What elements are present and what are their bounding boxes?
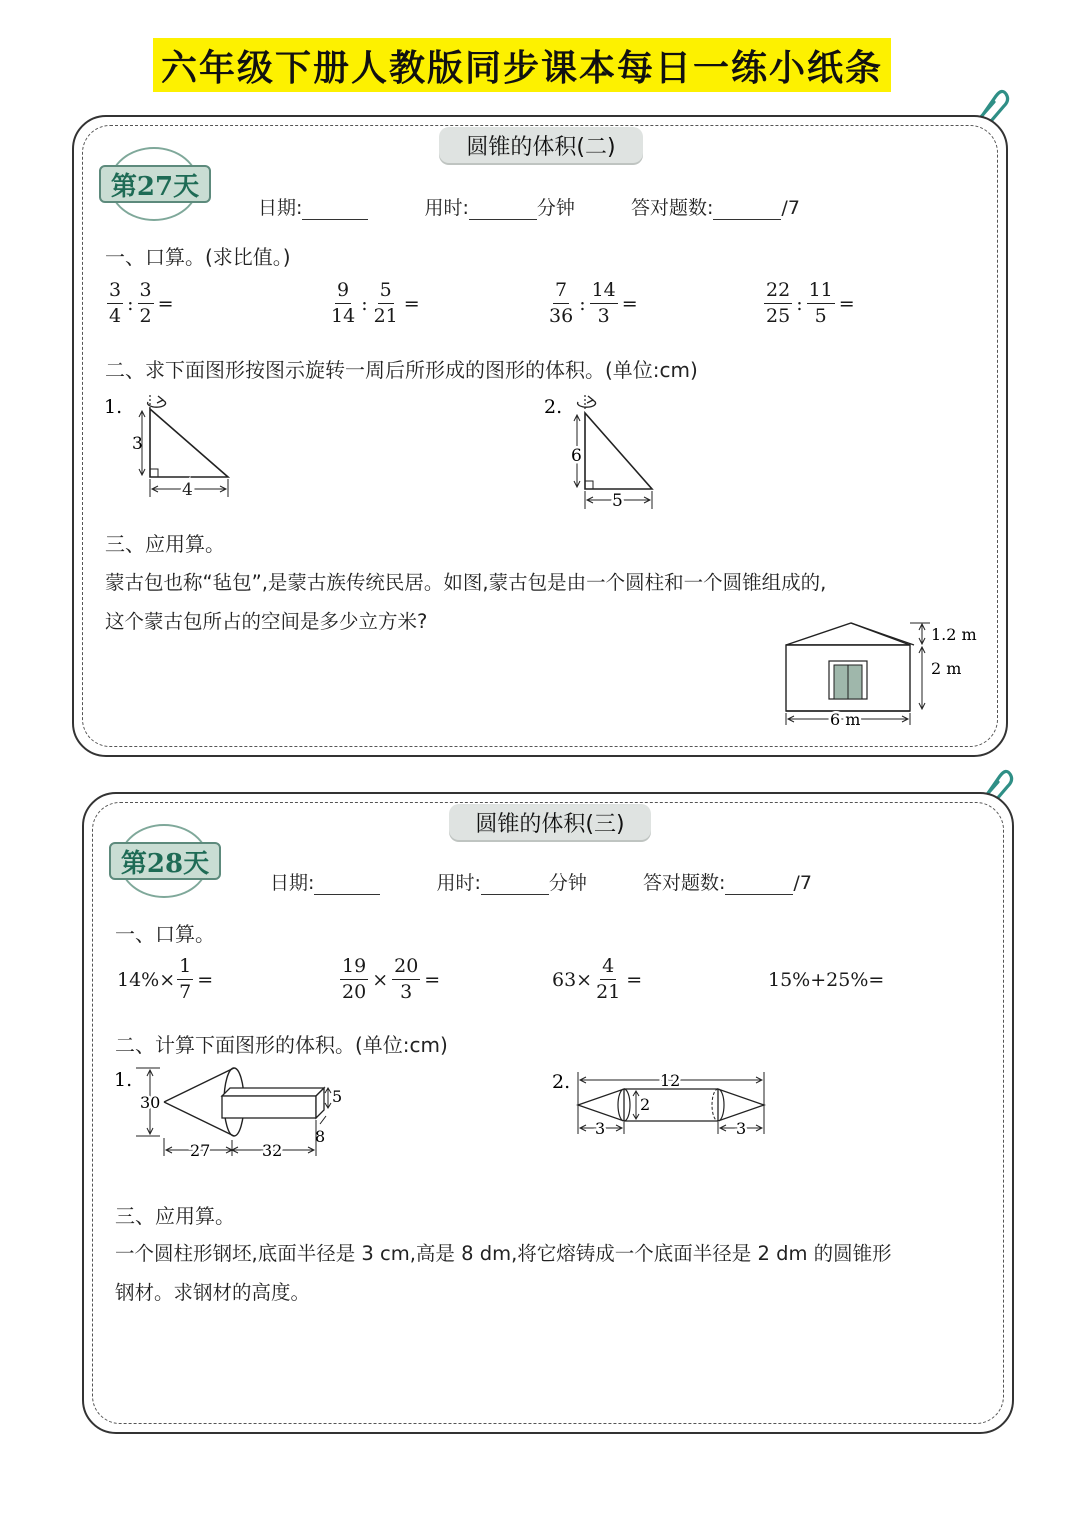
day-badge bbox=[109, 824, 217, 894]
meta-row bbox=[270, 868, 812, 895]
score-total: /7 bbox=[781, 197, 800, 219]
ratio-expression: $\frac{3}{4}$ : $\frac{3}{2}$ = bbox=[109, 279, 174, 327]
section-2-title: 二、求下面图形按图示旋转一周后所形成的图形的体积。(单位:cm) bbox=[105, 358, 698, 382]
calc-expression: 15%+25%= bbox=[768, 969, 885, 991]
time-field[interactable] bbox=[469, 201, 537, 220]
score-field[interactable] bbox=[713, 201, 781, 220]
cone-height-dim: 1.2 m bbox=[931, 625, 977, 644]
section-3-title: 三、应用算。 bbox=[115, 1204, 235, 1228]
yurt-figure bbox=[774, 617, 994, 727]
date-field[interactable] bbox=[302, 201, 368, 220]
diameter-dim: 6 m bbox=[830, 710, 861, 727]
section-1-title: 一、口算。 bbox=[115, 922, 215, 946]
time-field[interactable] bbox=[481, 876, 549, 895]
ratio-expression: $\frac{9}{14}$ : $\frac{5}{21}$ = bbox=[331, 279, 420, 327]
height-dim: 3 bbox=[132, 434, 143, 454]
figure-label: 2. bbox=[544, 396, 563, 418]
meta-row bbox=[258, 193, 800, 220]
worksheet-card-day27 bbox=[72, 115, 1008, 757]
double-cone-figure bbox=[550, 1066, 780, 1146]
problem-line: 钢材。求钢材的高度。 bbox=[115, 1281, 311, 1304]
base-dim: 4 bbox=[182, 480, 193, 500]
figure-label: 2. bbox=[552, 1071, 571, 1093]
section-3-title: 三、应用算。 bbox=[105, 532, 225, 556]
triangle-figure-2 bbox=[542, 389, 692, 517]
box-height-dim: 5 bbox=[332, 1087, 343, 1106]
banner-title: 六年级下册人教版同步课本每日一练小纸条 bbox=[160, 47, 883, 89]
height-dim: 6 bbox=[571, 446, 582, 466]
diameter-dim: 2 bbox=[640, 1095, 651, 1114]
topic-title: 圆锥的体积(三) bbox=[475, 811, 625, 837]
time-label: 用时: bbox=[424, 197, 469, 219]
badge-label: 第28天 bbox=[109, 842, 221, 880]
date-label: 日期: bbox=[258, 197, 303, 219]
right-cone-dim: 3 bbox=[736, 1119, 747, 1138]
section-1-title: 一、口算。(求比值。) bbox=[105, 245, 291, 269]
figure-label: 1. bbox=[114, 1069, 133, 1091]
problem-line: 蒙古包也称“毡包”,是蒙古族传统民居。如图,蒙古包是由一个圆柱和一个圆锥组成的, bbox=[105, 571, 827, 594]
box-length-dim: 32 bbox=[262, 1141, 283, 1160]
cone-cuboid-figure bbox=[112, 1064, 372, 1164]
cone-length-dim: 27 bbox=[190, 1141, 211, 1160]
triangle-figure-1 bbox=[102, 389, 242, 504]
score-total: /7 bbox=[793, 872, 812, 894]
page-banner bbox=[153, 38, 891, 92]
score-label: 答对题数: bbox=[631, 197, 714, 219]
base-dim: 5 bbox=[612, 491, 623, 511]
minute-label: 分钟 bbox=[548, 872, 587, 894]
cylinder-height-dim: 2 m bbox=[931, 659, 962, 678]
minute-label: 分钟 bbox=[536, 197, 575, 219]
calc-expression: 63× $\frac{4}{21}$ = bbox=[552, 955, 643, 1003]
time-label: 用时: bbox=[436, 872, 481, 894]
problem-line: 一个圆柱形钢坯,底面半径是 3 cm,高是 8 dm,将它熔铸成一个底面半径是 2 dm 的圆锥形 bbox=[115, 1242, 892, 1265]
section-2-title: 二、计算下面图形的体积。(单位:cm) bbox=[115, 1033, 448, 1057]
triangle-shape bbox=[585, 413, 652, 489]
figure-label: 1. bbox=[104, 396, 123, 418]
cone-height-dim: 30 bbox=[140, 1093, 161, 1112]
topic-title: 圆锥的体积(二) bbox=[466, 134, 616, 160]
score-label: 答对题数: bbox=[643, 872, 726, 894]
total-length-dim: 12 bbox=[660, 1071, 681, 1090]
triangle-shape bbox=[150, 409, 228, 477]
day-badge bbox=[99, 147, 207, 217]
ratio-expression: $\frac{7}{36}$ : $\frac{14}{3}$ = bbox=[549, 279, 638, 327]
score-field[interactable] bbox=[725, 876, 793, 895]
left-cone-dim: 3 bbox=[595, 1119, 606, 1138]
calc-expression: $\frac{19}{20}$ × $\frac{20}{3}$ = bbox=[342, 955, 441, 1003]
topic-tab bbox=[449, 804, 651, 840]
ratio-expression: $\frac{22}{25}$ : $\frac{11}{5}$ = bbox=[766, 279, 855, 327]
problem-line: 这个蒙古包所占的空间是多少立方米? bbox=[105, 610, 428, 633]
badge-label: 第27天 bbox=[99, 165, 211, 203]
calc-expression: 14%× $\frac{1}{7}$ = bbox=[117, 955, 214, 1003]
box-width-dim: 8 bbox=[315, 1127, 326, 1146]
date-field[interactable] bbox=[314, 876, 380, 895]
date-label: 日期: bbox=[270, 872, 315, 894]
worksheet-card-day28 bbox=[82, 792, 1014, 1434]
topic-tab bbox=[439, 127, 643, 163]
